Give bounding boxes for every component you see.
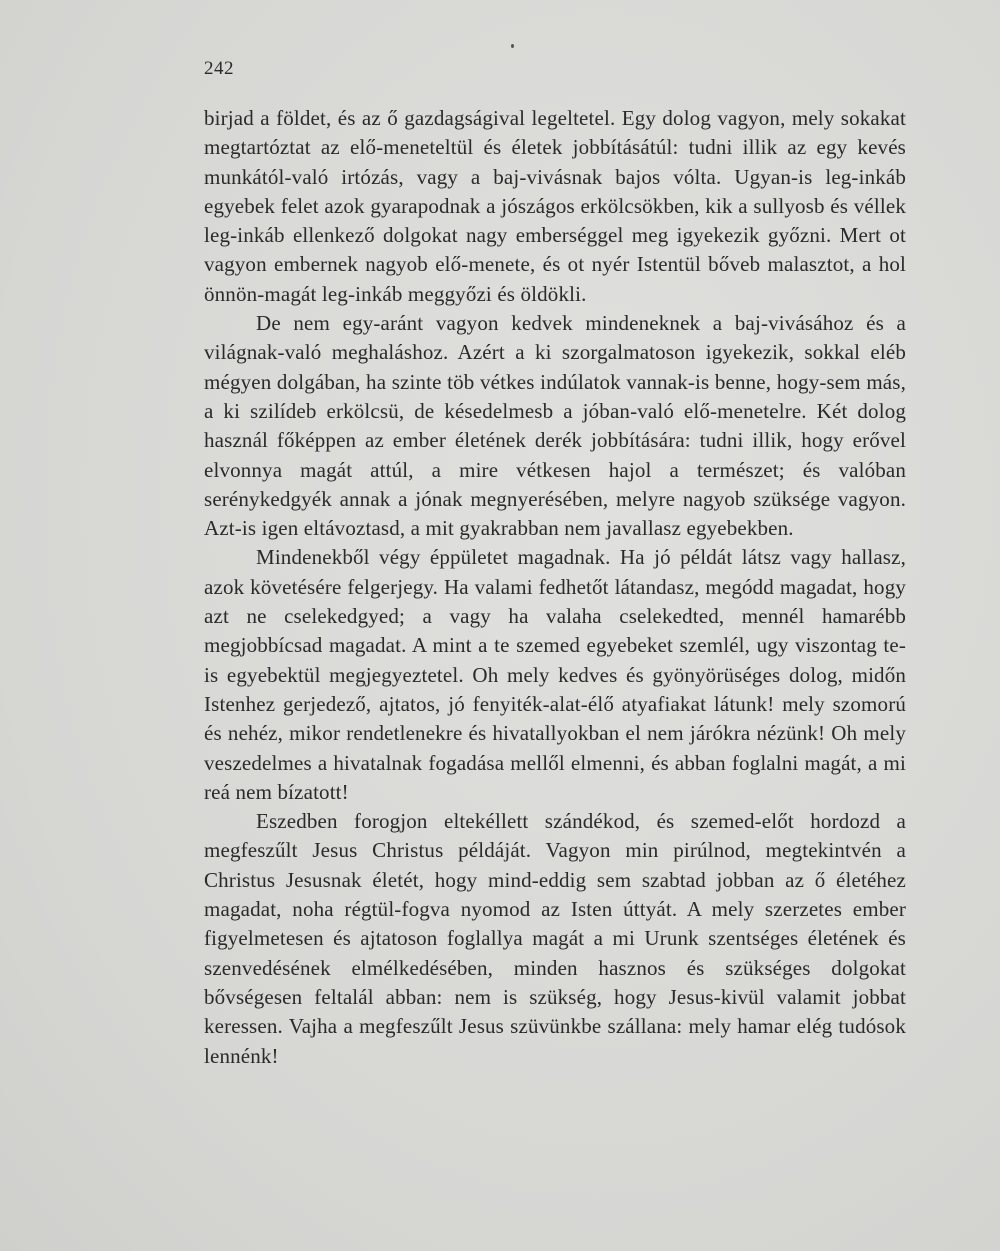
paragraph: Mindenekből végy éppületet magadnak. Ha jó példát látsz vagy hallasz, azok követésére felgerjegy. Ha valami fedhetőt látandasz, megódd magadat, hogy azt ne cselekedgyed; a vagy ha valaha cselekedted, mennél hamarébb megjobbícsad magadat. A mint a te szemed egyebeket szemlél, ugy viszontag te-is egyebektül megjegyeztetel. Oh mely kedves és gyönyörüséges dolog, midőn Istenhez gerjedező, ajtatos, jó fenyiték-alat-élő atyafiakat látunk! mely szomorú és nehéz, mikor rendetlenekre és hivatallyokban el nem járókra nézünk! Oh mely veszedelmes a hivatalnak fogadása mellől elmenni, és abban foglalni magát, a mi reá nem bízatott!	[204, 545, 906, 804]
paragraph: Eszedben forogjon eltekéllett szándékod, és szemed-előt hordozd a megfeszűlt Jesus Christus példáját. Vagyon min pirúlnod, megtekintvén a Christus Jesusnak életét, hogy mind-eddig sem szabtad jobban az ő életéhez magadat, noha régtül-fogva nyomod az Isten úttyát. A mely szerzetes ember figyelmetesen és ajtatoson foglallya magát a mi Urunk szentséges életének és szenvedésének elmélkedésében, minden hasznos és szükséges dolgokat bővségesen feltalál abban: nem is szükség, hogy Jesus-kivül valamit jobbat keressen. Vajha a megfeszűlt Jesus szüvünkbe szállana: mely hamar elég tudósok lennénk!	[204, 809, 906, 1068]
page-number: 242	[204, 58, 234, 79]
ink-speck	[511, 44, 514, 48]
paragraph: birjad a földet, és az ő gazdagságival legeltetel. Egy dolog vagyon, mely sokakat megtartóztat az elő-meneteltül és életek jobbításátúl: tudni illik az egy kevés munkától-való irtózás, vagy a baj-vivásnak bajos vólta. Ugyan-is leg-inkáb egyebek felet azok gyarapodnak a jószágos erkölcsökben, kik a sullyosb és véllek leg-inkáb ellenkező dolgokat nagy emberséggel meg igyekezik győzni. Mert ot vagyon embernek nagyob elő-menete, és ot nyér Istentül bőveb malasztot, a hol önnön-magát leg-inkáb meggyőzi és öldökli.	[204, 106, 906, 306]
body-text	[204, 104, 906, 1071]
paragraph: De nem egy-aránt vagyon kedvek mindeneknek a baj-vivásához és a világnak-való meghaláshoz. Azért a ki szorgalmatoson igyekezik, sokkal eléb mégyen dolgában, ha szinte töb vétkes indúlatok vannak-is benne, hogy-sem más, a ki szilídeb erkölcsü, de késedelmesb a jóban-való elő-menetelre. Két dolog használ főképpen az ember életének derék jobbítására: tudni illik, hogy erővel elvonnya magát attúl, a mire vétkesen hajol a természet; és valóban serénykedgyék annak a jónak megnyerésében, melyre nagyob szüksége vagyon. Azt-is igen eltávoztasd, a mit gyakrabban nem javallasz egyebekben.	[204, 311, 906, 541]
